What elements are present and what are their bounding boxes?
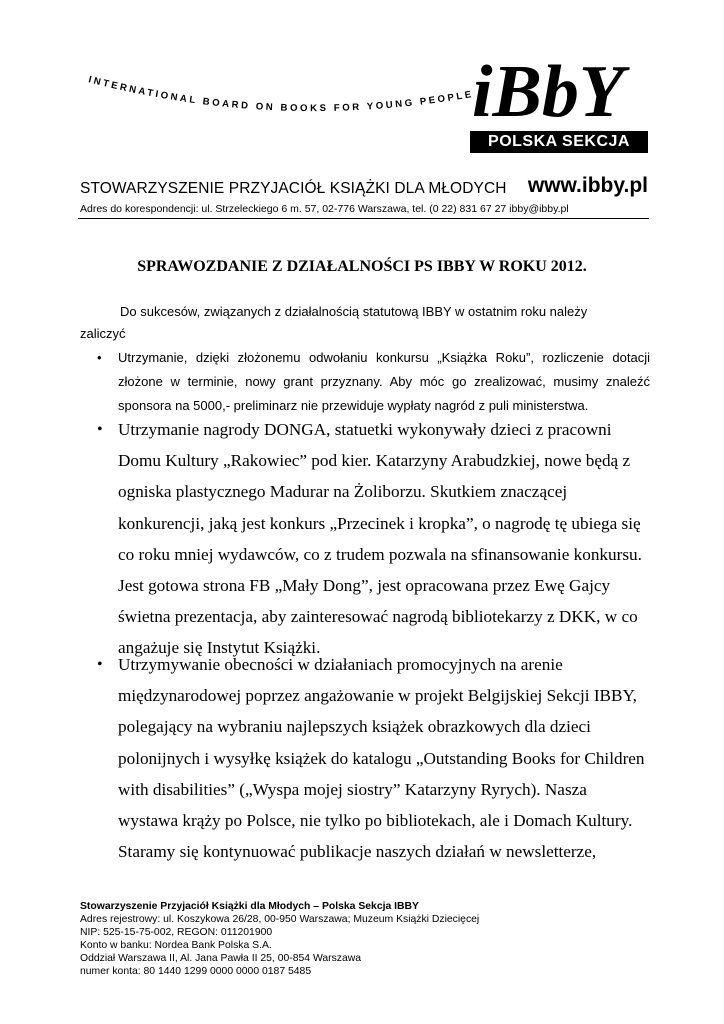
footer-bank-branch: Oddział Warszawa II, Al. Jana Pawła II 25, 00-854 Warszawa (80, 953, 362, 964)
correspondence-address: Adres do korespondencji: ul. Strzeleckiego 6 m. 57, 02-776 Warszawa, tel. (0 22) 831 67 27 ibby@ibby.pl (80, 203, 569, 215)
footer-registered-address: Adres rejestrowy: ul. Koszykowa 26/28, 00-950 Warszawa; Muzeum Książki Dziecięcej (80, 914, 480, 925)
list-item (80, 649, 650, 867)
organization-name: STOWARZYSZENIE PRZYJACIÓŁ KSIĄŻKI DLA MŁODYCH (80, 180, 507, 197)
list-item (80, 414, 650, 664)
bullet-marker: • (97, 350, 102, 365)
footer (80, 900, 479, 978)
footer-tax-ids: NIP: 525-15-75-002, REGON: 011201900 (80, 927, 273, 938)
list-item-text: Utrzymywanie obecności w działaniach promocyjnych na arenie międzynarodowej poprzez angażowanie w projekt Belgijskiej Sekcji IBBY, polegający na wybraniu najlepszych książek obrazkowych dla dzieci polonijnych i wysyłkę książek do katalogu „Outstanding Books for Children with disabilities” („Wyspa mojej siostry” Katarzyny Ryrych). Nasza wystawa krąży po Polsce, nie tylko po bibliotekach, ale i Domach Kultury. Staramy się kontynuować publikacje naszych działań w newsletterze, (118, 655, 645, 862)
intro-line-1: Do sukcesów, związanych z działalnością statutową IBBY w ostatnim roku należy (120, 304, 588, 319)
svg-text:INTERNATIONAL BOARD ON BOOKS F: INTERNATIONAL BOARD ON BOOKS FOR YOUNG PEOPLE (87, 74, 475, 115)
footer-account-number: numer konta: 80 1440 1299 0000 0000 0187 5485 (80, 966, 312, 977)
bullet-marker: • (97, 421, 103, 438)
intro-line-2: zaliczyć (80, 326, 126, 341)
list-item (80, 346, 650, 418)
list-item-text: Utrzymanie nagrody DONGA, statuetki wykonywały dzieci z pracowni Domu Kultury „Rakowiec” pod kier. Katarzyny Arabudzkiej, nowe będą z ogniska plastycznego Madurar na Żoliborzu. Skutkiem znaczącej konkurencji, jaką jest konkurs „Przecinek i kropka”, o nagrodę tę ubiega się co roku mniej wydawców, co z trudem pozwala na sfinansowanie konkursu. Jest gotowa strona FB „Mały Dong”, jest opracowana przez Ewę Gajcy świetna prezentacja, aby zainteresować nagrodą bibliotekarzy z DKK, w co angażuje się Instytut Książki. (118, 420, 642, 658)
intro-paragraph (80, 301, 650, 345)
list-item-text: Utrzymanie, dzięki złożonemu odwołaniu konkursu „Książka Roku”, rozliczenie dotacji złożone w terminie, nowy grant przyznany. Aby móc go zrealizować, musimy znaleźć sponsora na 5000,- preliminarz nie przewiduje wypłaty nagród z puli ministerstwa. (118, 350, 650, 413)
bullet-marker: • (97, 656, 103, 673)
logo-tagline (80, 60, 490, 140)
header-divider (78, 218, 649, 219)
svg-text:iBbY: iBbY (472, 52, 625, 122)
report-title: SPRAWOZDANIE Z DZIAŁALNOŚCI PS IBBY W ROKU 2012. (137, 258, 587, 275)
ibby-logo (470, 52, 650, 122)
logo-subtitle: POLSKA SEKCJA (470, 131, 648, 153)
footer-bank: Konto w banku: Nordea Bank Polska S.A. (80, 940, 272, 951)
footer-organization: Stowarzyszenie Przyjaciół Książki dla Młodych – Polska Sekcja IBBY (80, 901, 419, 912)
website-link[interactable]: www.ibby.pl (527, 174, 648, 197)
